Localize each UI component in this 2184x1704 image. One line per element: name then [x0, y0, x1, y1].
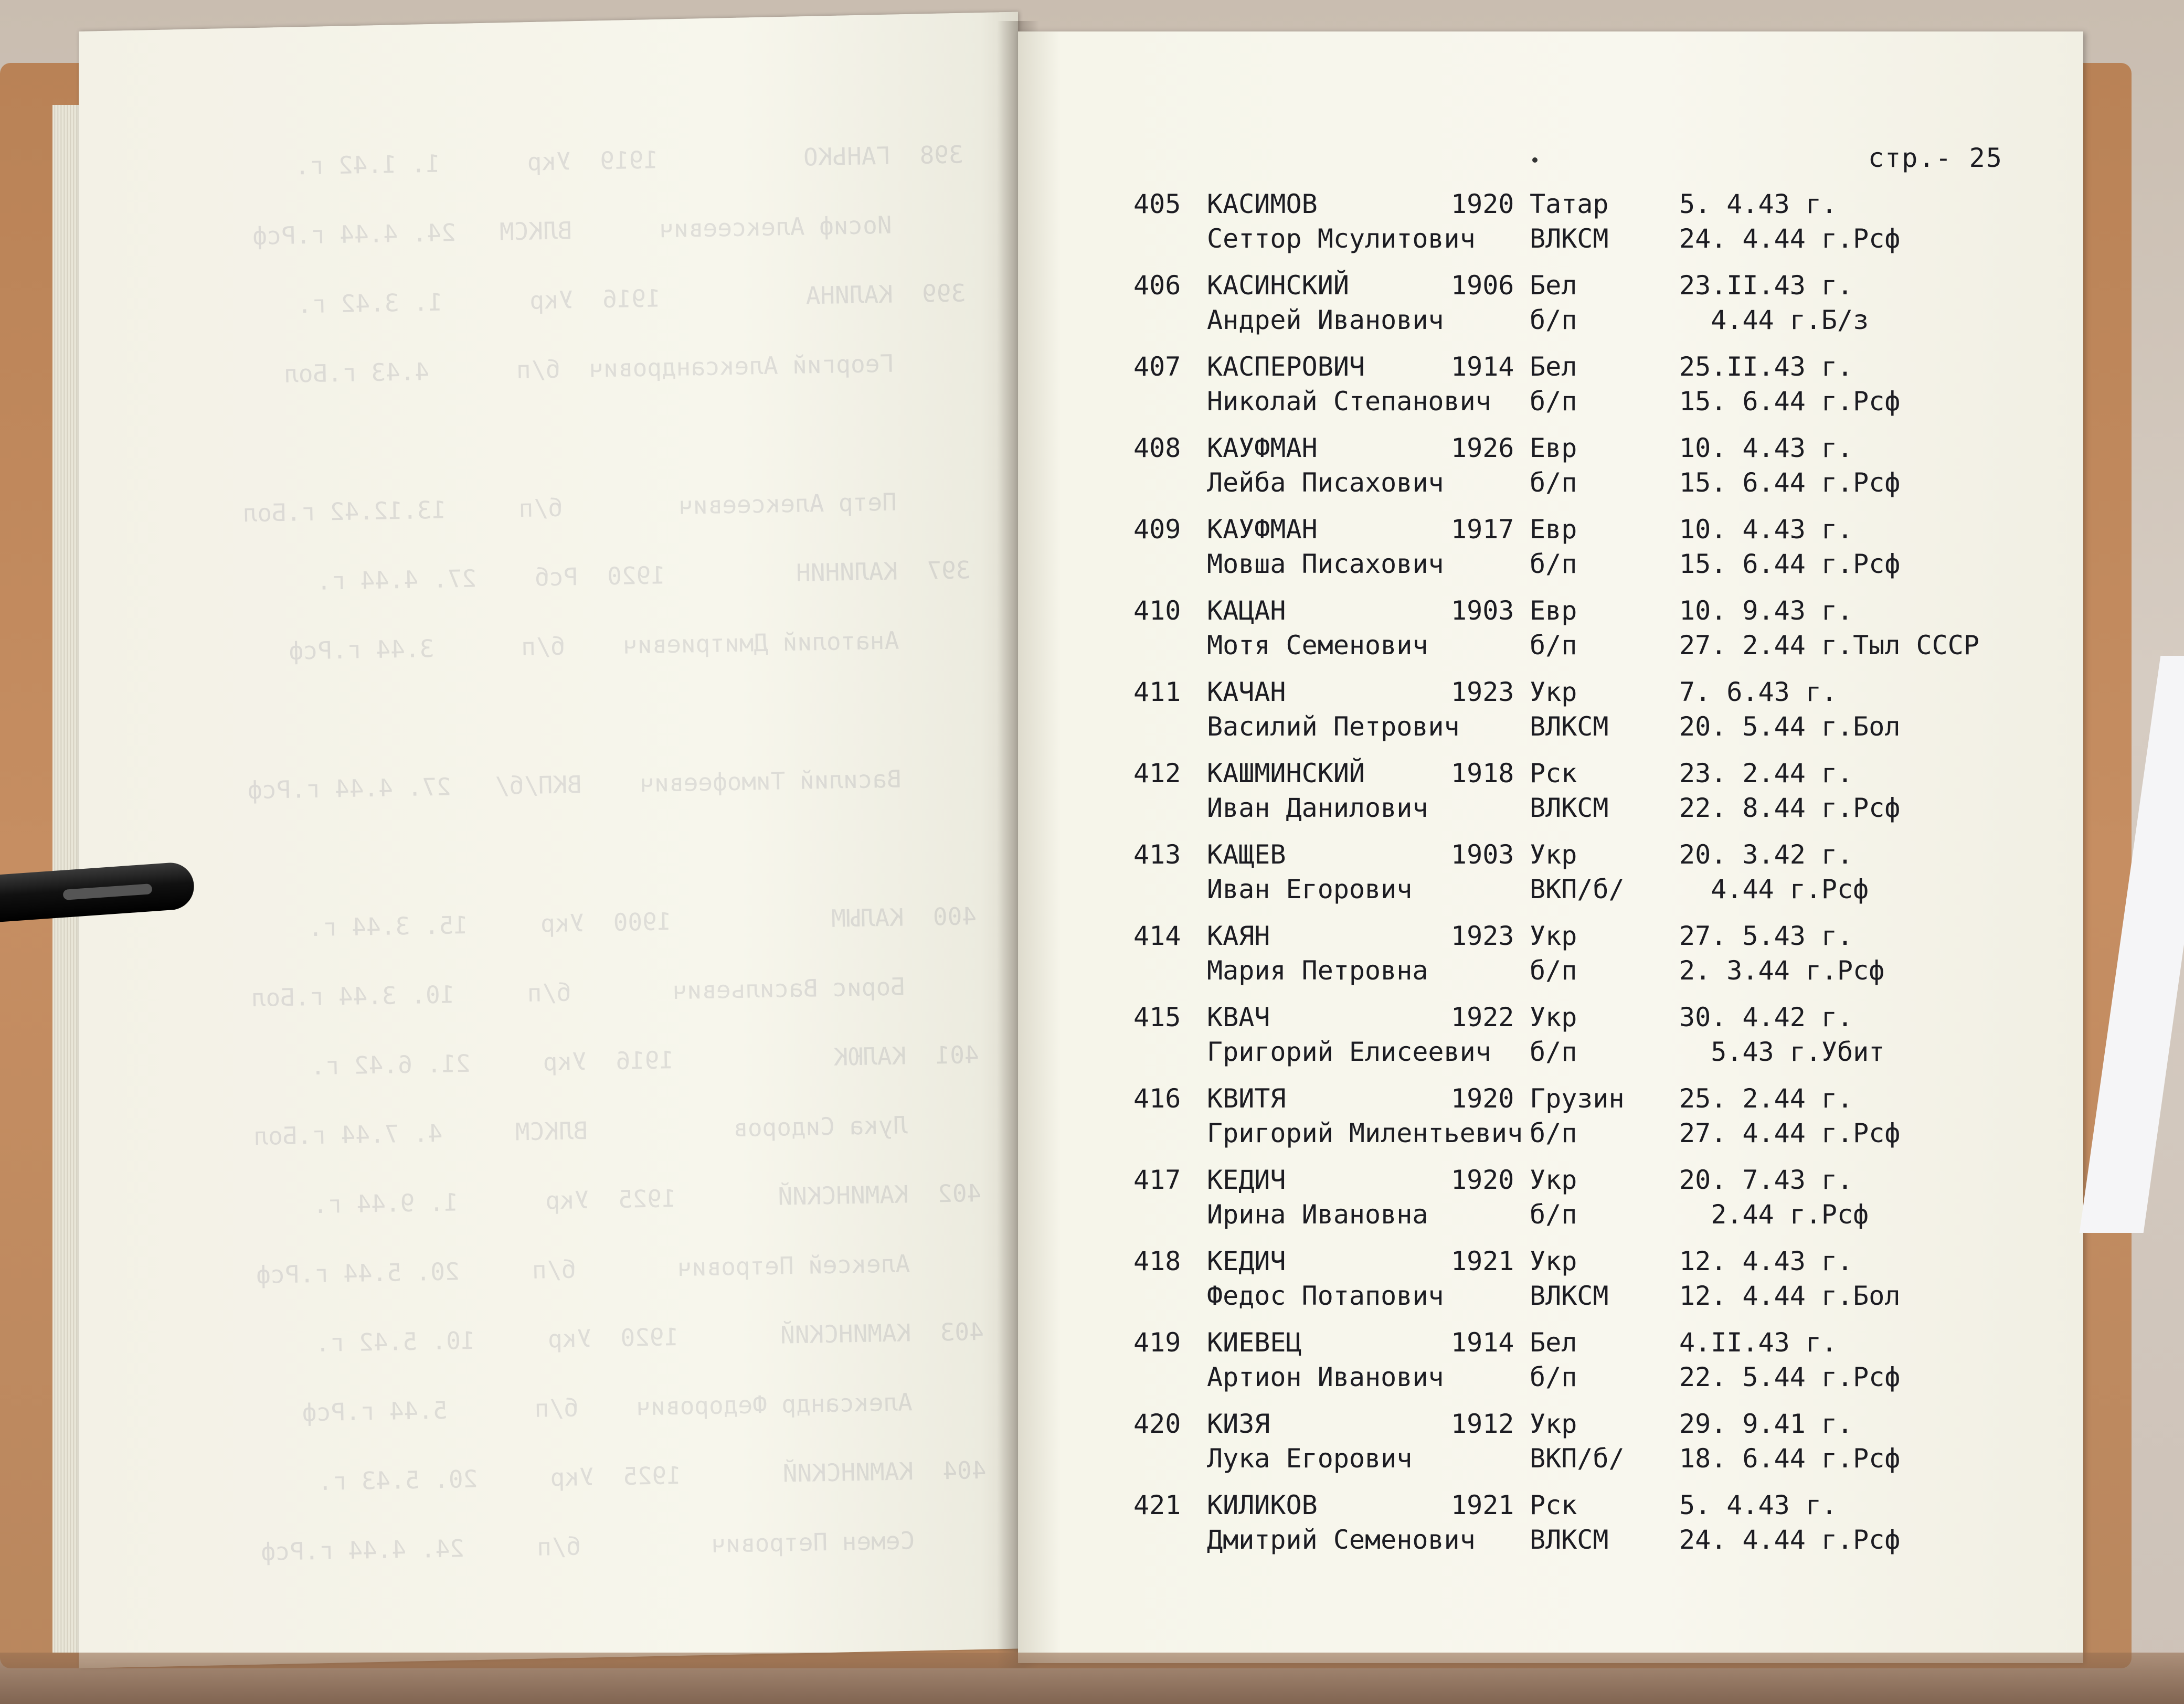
- entry-date2: 27. 2.44 г.Тыл СССР: [1679, 630, 1979, 661]
- entry-date1: 10. 9.43 г.: [1679, 595, 1853, 626]
- entry-line-1: [1133, 677, 1999, 713]
- entry-surname: КАУФМАН: [1207, 433, 1318, 463]
- entry-line-1: [1133, 921, 1999, 957]
- entry-surname: КВАЧ: [1207, 1002, 1270, 1032]
- entry-surname: КАСПЕРОВИЧ: [1207, 352, 1365, 382]
- entry-date1: 30. 4.42 г.: [1679, 1002, 1853, 1032]
- entry-date2: 27. 4.44 г.Рсф: [1679, 1118, 1901, 1148]
- entry-num: 405: [1133, 189, 1181, 219]
- bleed-line: 398 ГАНЬКО 1919 Укр 1. 1.42 г.: [294, 140, 964, 180]
- entry-line-1: [1133, 839, 1999, 876]
- entry-party: ВЛКСМ: [1530, 1281, 1609, 1311]
- entry-line-1: [1133, 514, 1999, 551]
- entry-line-2: [1133, 467, 1999, 504]
- entry-date1: 10. 4.43 г.: [1679, 433, 1853, 463]
- entry-num: 407: [1133, 352, 1181, 382]
- entry-num: 411: [1133, 677, 1181, 707]
- entry-year: 1923: [1451, 677, 1514, 707]
- entry-line-2: [1133, 1281, 1999, 1317]
- entry-date1: 25. 2.44 г.: [1679, 1083, 1853, 1114]
- register-entry: [1133, 758, 1999, 839]
- entry-year: 1903: [1451, 595, 1514, 626]
- entry-year: 1926: [1451, 433, 1514, 463]
- entry-year: 1903: [1451, 839, 1514, 870]
- entry-line-2: [1133, 305, 1999, 342]
- entry-date2: 15. 6.44 г.Рсф: [1679, 549, 1901, 579]
- entry-given: Дмитрий Семенович: [1207, 1525, 1476, 1555]
- register-entry: [1133, 1083, 1999, 1165]
- entry-party: ВЛКСМ: [1530, 711, 1609, 742]
- entry-nationality: Евр: [1530, 433, 1577, 463]
- entry-num: 406: [1133, 270, 1181, 301]
- entry-given: Иван Данилович: [1207, 793, 1428, 823]
- entry-num: 417: [1133, 1165, 1181, 1195]
- entry-line-2: [1133, 1525, 1999, 1561]
- entry-given: Мотя Семенович: [1207, 630, 1428, 661]
- entry-num: 408: [1133, 433, 1181, 463]
- entry-surname: КИЕВЕЦ: [1207, 1327, 1302, 1358]
- entry-date1: 5. 4.43 г.: [1679, 189, 1838, 219]
- table-edge: [0, 1653, 2184, 1704]
- entry-line-2: [1133, 549, 1999, 585]
- register-entry: [1133, 921, 1999, 1002]
- register-entry: [1133, 1002, 1999, 1083]
- entry-date1: 29. 9.41 г.: [1679, 1409, 1853, 1439]
- entry-num: 414: [1133, 921, 1181, 951]
- entry-party: б/п: [1530, 1362, 1577, 1392]
- entry-line-1: [1133, 270, 1999, 307]
- entry-date2: 22. 5.44 г.Рсф: [1679, 1362, 1901, 1392]
- entry-num: 419: [1133, 1327, 1181, 1358]
- register-entry: [1133, 1490, 1999, 1571]
- entry-line-2: [1133, 1443, 1999, 1480]
- entry-year: 1921: [1451, 1246, 1514, 1276]
- ink-speck: [1532, 157, 1538, 163]
- entry-num: 409: [1133, 514, 1181, 545]
- entry-nationality: Укр: [1530, 921, 1577, 951]
- entry-year: 1914: [1451, 352, 1514, 382]
- entry-nationality: Татар: [1530, 189, 1609, 219]
- entry-surname: КАСИНСКИЙ: [1207, 270, 1349, 301]
- bleed-line: 401 КАЛЮК 1916 Укр 21. 6.42 г.: [310, 1040, 980, 1081]
- entry-party: б/п: [1530, 549, 1577, 579]
- bleed-line: Петр Алексеевич б/п 13.12.42 г.Бол: [242, 486, 970, 528]
- entry-given: Сеттор Мсулитович: [1207, 223, 1476, 254]
- entry-date2: 24. 4.44 г.Рсф: [1679, 1525, 1901, 1555]
- entry-line-2: [1133, 1118, 1999, 1155]
- entry-given: Ирина Ивановна: [1207, 1199, 1428, 1230]
- entry-line-2: [1133, 955, 1999, 992]
- entry-year: 1914: [1451, 1327, 1514, 1358]
- bleed-line: 400 КАЛЫМ 1900 Укр 15. 3.44 г.: [308, 902, 977, 942]
- entry-date2: 24. 4.44 г.Рсф: [1679, 223, 1901, 254]
- entry-date2: 5.43 г.Убит: [1679, 1037, 1885, 1067]
- entry-nationality: Укр: [1530, 839, 1577, 870]
- bleed-line: 402 КАМИНСКИЙ 1925 Укр 1. 9.44 г.: [312, 1178, 982, 1219]
- entry-line-1: [1133, 1246, 1999, 1283]
- entry-line-2: [1133, 630, 1999, 667]
- entry-year: 1918: [1451, 758, 1514, 789]
- left-page-bleedthrough-text: [123, 134, 989, 1644]
- register-entry: [1133, 270, 1999, 352]
- entry-party: ВЛКСМ: [1530, 793, 1609, 823]
- entry-nationality: Укр: [1530, 677, 1577, 707]
- entry-year: 1922: [1451, 1002, 1514, 1032]
- bleed-line: Анатолий Дмитриевич б/п 3.44 г.Рсф: [288, 625, 972, 665]
- register-entry: [1133, 595, 1999, 677]
- entry-date1: 27. 5.43 г.: [1679, 921, 1853, 951]
- bleed-line: Александр Федорович б/п 5.44 г.Рсф: [302, 1386, 985, 1427]
- bleed-line: 397 КАЛИНИН 1920 Рсб 27. 4.44 г.: [316, 556, 971, 595]
- entry-date2: 15. 6.44 г.Рсф: [1679, 386, 1901, 417]
- entry-given: Мария Петровна: [1207, 955, 1428, 986]
- entry-num: 415: [1133, 1002, 1181, 1032]
- entry-party: б/п: [1530, 1118, 1577, 1148]
- entry-given: Андрей Иванович: [1207, 305, 1444, 335]
- entry-nationality: Евр: [1530, 595, 1577, 626]
- bleed-line: 403 КАМИНСКИЙ 1920 Укр 10. 5.42 г.: [315, 1317, 984, 1358]
- bleed-line: Борис Васильевич б/п 10. 3.44 г.Бол: [251, 971, 978, 1013]
- register-entry: [1133, 514, 1999, 595]
- entry-date2: 12. 4.44 г.Бол: [1679, 1281, 1901, 1311]
- entry-surname: КАШМИНСКИЙ: [1207, 758, 1365, 789]
- entry-party: ВЛКСМ: [1530, 1525, 1609, 1555]
- register-entries: [1133, 189, 1999, 1571]
- entry-surname: КИЗЯ: [1207, 1409, 1270, 1439]
- entry-surname: КАЦАН: [1207, 595, 1286, 626]
- entry-given: Федос Потапович: [1207, 1281, 1444, 1311]
- entry-line-2: [1133, 711, 1999, 748]
- entry-date1: 25.II.43 г.: [1679, 352, 1853, 382]
- bleed-line: Георгий Александрович б/п 4.43 г.Бол: [283, 348, 968, 388]
- entry-nationality: Грузин: [1530, 1083, 1625, 1114]
- entry-date2: 20. 5.44 г.Бол: [1679, 711, 1901, 742]
- entry-surname: КЕДИЧ: [1207, 1165, 1286, 1195]
- entry-date2: 2.44 г.Рсф: [1679, 1199, 1869, 1230]
- register-entry: [1133, 839, 1999, 921]
- entry-date2: 22. 8.44 г.Рсф: [1679, 793, 1901, 823]
- entry-line-1: [1133, 1165, 1999, 1201]
- entry-num: 412: [1133, 758, 1181, 789]
- entry-surname: КАСИМОВ: [1207, 189, 1318, 219]
- entry-party: ВЛКСМ: [1530, 223, 1609, 254]
- entry-line-1: [1133, 1409, 1999, 1445]
- entry-date1: 20. 7.43 г.: [1679, 1165, 1853, 1195]
- bleed-line: Семен Петрович б/п 24. 4.44 г.Рсф: [260, 1525, 988, 1567]
- entry-num: 416: [1133, 1083, 1181, 1114]
- entry-party: б/п: [1530, 1037, 1577, 1067]
- entry-party: б/п: [1530, 305, 1577, 335]
- entry-party: б/п: [1530, 467, 1577, 498]
- entry-nationality: Укр: [1530, 1002, 1577, 1032]
- entry-line-2: [1133, 386, 1999, 423]
- entry-surname: КАЧАН: [1207, 677, 1286, 707]
- entry-line-1: [1133, 595, 1999, 632]
- entry-date1: 23.II.43 г.: [1679, 270, 1853, 301]
- entry-year: 1921: [1451, 1490, 1514, 1520]
- entry-nationality: Рск: [1530, 1490, 1577, 1520]
- page-number: стр.- 25: [1868, 143, 2003, 173]
- entry-nationality: Бел: [1530, 270, 1577, 301]
- bleed-line: Лука Сидоров ВЛКСМ 4. 7.44 г.Бол: [253, 1109, 981, 1151]
- entry-line-1: [1133, 1083, 1999, 1120]
- entry-date1: 20. 3.42 г.: [1679, 839, 1853, 870]
- entry-given: Василий Петрович: [1207, 711, 1460, 742]
- bleed-line: 399 КАЛИНА 1916 Укр 1. 3.42 г.: [297, 279, 966, 319]
- entry-nationality: Укр: [1530, 1246, 1577, 1276]
- entry-year: 1923: [1451, 921, 1514, 951]
- entry-surname: КВИТЯ: [1207, 1083, 1286, 1114]
- register-entry: [1133, 433, 1999, 514]
- entry-year: 1906: [1451, 270, 1514, 301]
- entry-party: б/п: [1530, 630, 1577, 661]
- entry-date1: 7. 6.43 г.: [1679, 677, 1838, 707]
- entry-num: 421: [1133, 1490, 1181, 1520]
- entry-num: 418: [1133, 1246, 1181, 1276]
- entry-num: 420: [1133, 1409, 1181, 1439]
- entry-year: 1917: [1451, 514, 1514, 545]
- entry-given: Николай Степанович: [1207, 386, 1491, 417]
- entry-date2: 2. 3.44 г.Рсф: [1679, 955, 1885, 986]
- entry-line-2: [1133, 1362, 1999, 1399]
- entry-party: ВКП/б/: [1530, 1443, 1625, 1474]
- entry-num: 413: [1133, 839, 1181, 870]
- entry-date2: 15. 6.44 г.Рсф: [1679, 467, 1901, 498]
- bleed-line: Иосиф Алексеевич ВЛКСМ 24. 4.44 г.Рсф: [252, 209, 965, 250]
- entry-year: 1912: [1451, 1409, 1514, 1439]
- entry-nationality: Бел: [1530, 1327, 1577, 1358]
- entry-line-1: [1133, 352, 1999, 388]
- entry-line-1: [1133, 1002, 1999, 1039]
- bleed-line: Василий Тимофеевич ВКП/б/ 27. 4.44 г.Рсф: [247, 763, 974, 805]
- entry-date1: 23. 2.44 г.: [1679, 758, 1853, 789]
- entry-surname: КЕДИЧ: [1207, 1246, 1286, 1276]
- entry-year: 1920: [1451, 1165, 1514, 1195]
- entry-date1: 12. 4.43 г.: [1679, 1246, 1853, 1276]
- entry-given: Лейба Писахович: [1207, 467, 1444, 498]
- entry-line-2: [1133, 874, 1999, 911]
- register-entry: [1133, 1409, 1999, 1490]
- entry-line-2: [1133, 1199, 1999, 1236]
- entry-line-2: [1133, 1037, 1999, 1073]
- register-entry: [1133, 352, 1999, 433]
- entry-line-1: [1133, 189, 1999, 226]
- entry-line-2: [1133, 223, 1999, 260]
- entry-line-1: [1133, 1327, 1999, 1364]
- register-entry: [1133, 677, 1999, 758]
- register-entry: [1133, 1165, 1999, 1246]
- register-entry: [1133, 1327, 1999, 1409]
- entry-given: Лука Егорович: [1207, 1443, 1413, 1474]
- entry-given: Артион Иванович: [1207, 1362, 1444, 1392]
- entry-date2: 4.44 г.Рсф: [1679, 874, 1869, 904]
- entry-line-2: [1133, 793, 1999, 829]
- register-entry: [1133, 1246, 1999, 1327]
- entry-surname: КИЛИКОВ: [1207, 1490, 1318, 1520]
- entry-given: Мовша Писахович: [1207, 549, 1444, 579]
- entry-year: 1920: [1451, 189, 1514, 219]
- entry-given: Григорий Милентьевич: [1207, 1118, 1523, 1148]
- entry-party: б/п: [1530, 386, 1577, 417]
- entry-line-1: [1133, 758, 1999, 795]
- entry-surname: КАУФМАН: [1207, 514, 1318, 545]
- entry-nationality: Укр: [1530, 1165, 1577, 1195]
- entry-line-1: [1133, 433, 1999, 470]
- entry-nationality: Евр: [1530, 514, 1577, 545]
- bleed-line: Алексей Петрович б/п 20. 5.44 г.Рсф: [256, 1248, 983, 1290]
- entry-surname: КАЩЕВ: [1207, 839, 1286, 870]
- entry-date1: 5. 4.43 г.: [1679, 1490, 1838, 1520]
- entry-party: б/п: [1530, 955, 1577, 986]
- entry-surname: КАЯН: [1207, 921, 1270, 951]
- entry-num: 410: [1133, 595, 1181, 626]
- entry-nationality: Укр: [1530, 1409, 1577, 1439]
- entry-year: 1920: [1451, 1083, 1514, 1114]
- entry-party: б/п: [1530, 1199, 1577, 1230]
- entry-date1: 10. 4.43 г.: [1679, 514, 1853, 545]
- entry-nationality: Рск: [1530, 758, 1577, 789]
- entry-date2: 4.44 г.Б/з: [1679, 305, 1869, 335]
- entry-date1: 4.II.43 г.: [1679, 1327, 1838, 1358]
- register-entry: [1133, 189, 1999, 270]
- entry-given: Григорий Елисеевич: [1207, 1037, 1491, 1067]
- entry-given: Иван Егорович: [1207, 874, 1413, 904]
- bleed-line: 404 КАМИНСКИЙ 1925 Укр 20. 5.43 г.: [317, 1455, 987, 1496]
- entry-party: ВКП/б/: [1530, 874, 1625, 904]
- entry-line-1: [1133, 1490, 1999, 1527]
- entry-nationality: Бел: [1530, 352, 1577, 382]
- entry-date2: 18. 6.44 г.Рсф: [1679, 1443, 1901, 1474]
